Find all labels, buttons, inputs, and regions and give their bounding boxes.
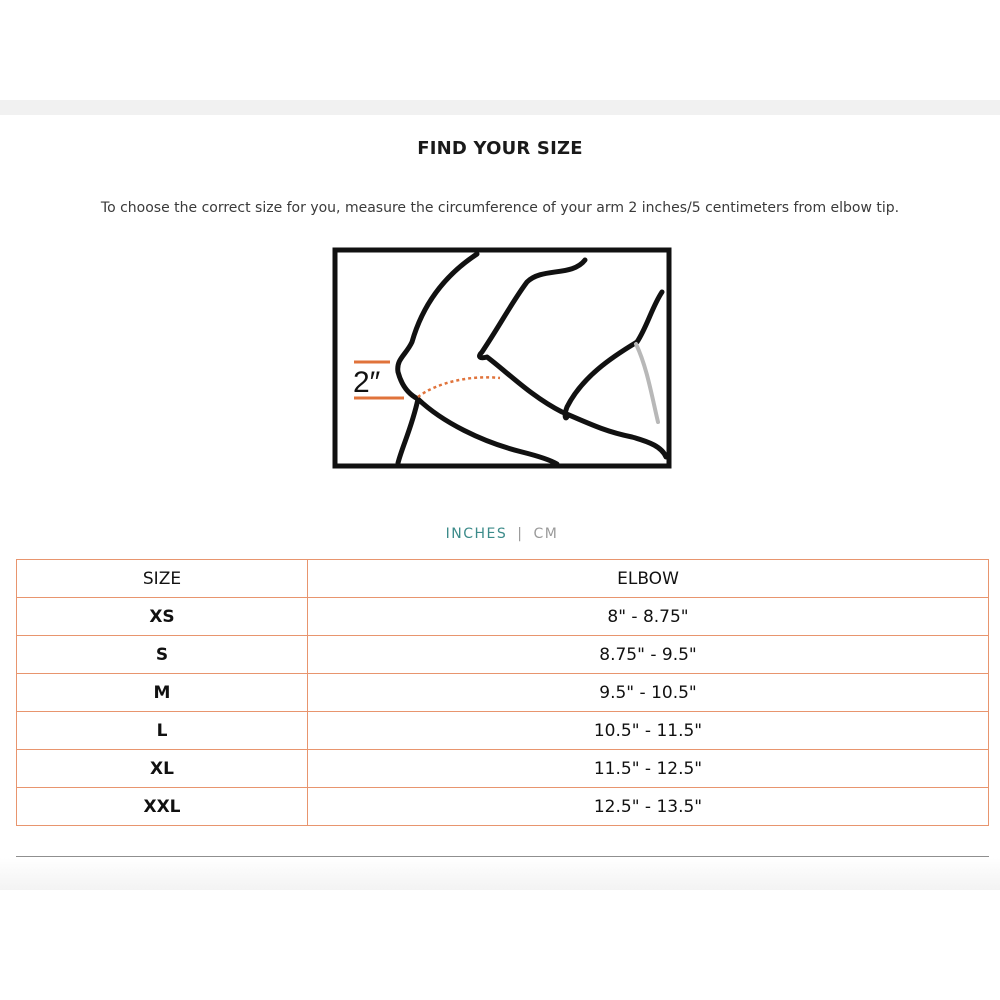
size-cell: L <box>17 712 308 750</box>
unit-inches-option[interactable]: INCHES <box>445 526 508 542</box>
size-cell: XL <box>17 750 308 788</box>
size-cell: XS <box>17 598 308 636</box>
page-title: FIND YOUR SIZE <box>417 138 583 159</box>
measurement-label: 2″ <box>353 366 381 399</box>
size-cell: S <box>17 636 308 674</box>
elbow-range-cell: 11.5" - 12.5" <box>308 750 989 788</box>
size-table <box>16 559 989 826</box>
table-row <box>17 712 989 750</box>
unit-separator: | <box>517 526 524 542</box>
bottom-divider <box>16 856 989 857</box>
table-row <box>17 750 989 788</box>
elbow-measurement-diagram <box>332 247 672 469</box>
table-header-row <box>17 560 989 598</box>
table-row <box>17 674 989 712</box>
size-column-header: SIZE <box>17 560 308 598</box>
measurement-instruction: To choose the correct size for you, measure the circumference of your arm 2 inches/5 centimeters from elbow tip. <box>100 200 900 216</box>
elbow-range-cell: 10.5" - 11.5" <box>308 712 989 750</box>
bottom-band <box>0 858 1000 890</box>
top-band <box>0 100 1000 115</box>
table-row <box>17 598 989 636</box>
elbow-column-header: ELBOW <box>308 560 989 598</box>
unit-toggle <box>0 526 1000 542</box>
size-cell: XXL <box>17 788 308 826</box>
elbow-range-cell: 12.5" - 13.5" <box>308 788 989 826</box>
table-row <box>17 636 989 674</box>
elbow-range-cell: 8.75" - 9.5" <box>308 636 989 674</box>
size-cell: M <box>17 674 308 712</box>
elbow-range-cell: 8" - 8.75" <box>308 598 989 636</box>
table-row <box>17 788 989 826</box>
elbow-range-cell: 9.5" - 10.5" <box>308 674 989 712</box>
unit-cm-option[interactable]: CM <box>533 526 559 542</box>
